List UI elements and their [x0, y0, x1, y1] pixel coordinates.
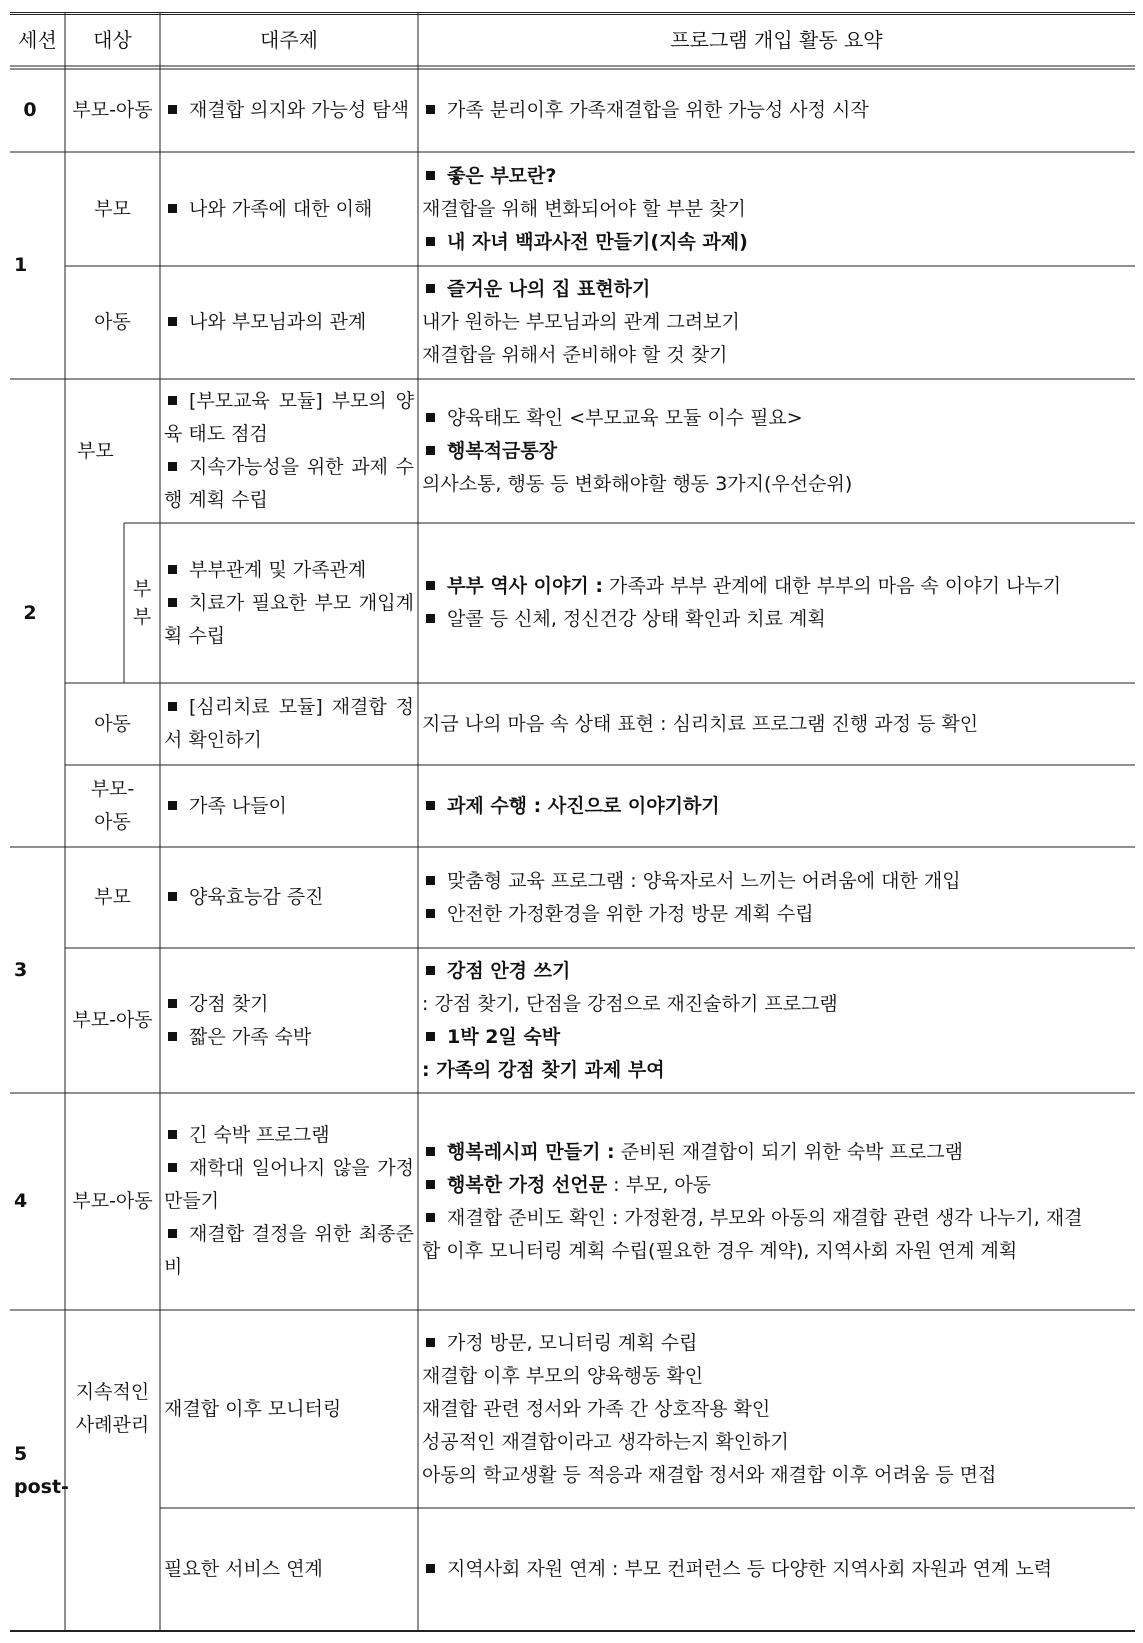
theme-r2a: [부모교육 모듈] 부모의 양육 태도 점검 지속가능성을 위한 과제 수행 계획 수립: [164, 390, 414, 511]
bullet-icon: [168, 801, 177, 810]
target-r5: 지속적인 사례관리: [75, 1381, 150, 1436]
bullet-icon: [168, 105, 177, 114]
theme-r3a: 양육효능감 증진: [160, 847, 418, 948]
session-4: 4: [14, 1190, 28, 1212]
session-5: 5 post-: [14, 1443, 69, 1498]
bullet-icon: [426, 1180, 435, 1189]
target-r3a: 부모: [94, 886, 131, 908]
bullet-icon: [426, 284, 435, 293]
bullet-icon: [426, 876, 435, 885]
bullet-icon: [168, 1229, 177, 1238]
bullet-icon: [168, 1130, 177, 1139]
summary-r3b: 강점 안경 쓰기 : 강점 찾기, 단점을 강점으로 재진술하기 프로그램 1박 2일 숙박 : 가족의 강점 찾기 과제 부여: [422, 959, 838, 1081]
target-r3b: 부모-아동: [72, 1009, 153, 1031]
session-0: 0: [23, 99, 37, 121]
bullet-icon: [168, 317, 177, 326]
bullet-icon: [426, 446, 435, 455]
theme-r2b: 부부관계 및 가족관계 치료가 필요한 부모 개입계획 수립: [164, 558, 414, 647]
summary-r0: 가족 분리이후 가족재결합을 위한 가능성 사정 시작: [418, 69, 1135, 152]
summary-r1a: 좋은 부모란? 재결합을 위해 변화되어야 할 부분 찾기 내 자녀 백과사전 만들기(지속 과제): [422, 164, 748, 253]
summary-r2a: 양육태도 확인 <부모교육 모듈 이수 필요> 행복적금통장 의사소통, 행동 등 변화해야할 행동 3가지(우선순위): [422, 406, 853, 495]
bullet-icon: [426, 1032, 435, 1041]
target-r2b: 부 부: [132, 578, 152, 628]
summary-r3a: 맞춤형 교육 프로그램 : 양육자로서 느끼는 어려움에 대한 개입 안전한 가정환경을 위한 가정 방문 계획 수립: [418, 847, 1135, 948]
bullet-icon: [168, 892, 177, 901]
theme-r1a: 나와 가족에 대한 이해: [160, 152, 418, 266]
theme-r5a: 재결합 이후 모니터링: [164, 1397, 342, 1420]
bullet-icon: [426, 171, 435, 180]
bullet-icon: [426, 801, 435, 810]
summary-r5b: 지역사회 자원 연계 : 부모 컨퍼런스 등 다양한 지역사회 자원과 연계 노력: [418, 1508, 1135, 1631]
target-r4: 부모-아동: [72, 1190, 153, 1212]
bullet-icon: [426, 105, 435, 114]
bullet-icon: [426, 413, 435, 422]
summary-r2b: 부부 역사 이야기 : 가족과 부부 관계에 대한 부부의 마음 속 이야기 나누기 알콜 등 신체, 정신건강 상태 확인과 치료 계획: [418, 523, 1135, 683]
bullet-icon: [426, 1147, 435, 1156]
bullet-icon: [168, 702, 177, 711]
summary-r5a: 가정 방문, 모니터링 계획 수립 재결합 이후 부모의 양육행동 확인 재결합 관련 정서와 가족 간 상호작용 확인 성공적인 재결합이라고 생각하는지 확인하기 아동의 학교생활 등 적응과 재결합 정서와 재결합 이후 어려움 등 면접: [422, 1331, 997, 1486]
theme-r4: 긴 숙박 프로그램 재학대 일어나지 않을 가정만들기 재결합 결정을 위한 최종준비: [164, 1124, 414, 1278]
bullet-icon: [426, 909, 435, 918]
bullet-icon: [426, 1213, 435, 1222]
session-2: 2: [23, 601, 37, 624]
bullet-icon: [168, 565, 177, 574]
summary-r2d: 과제 수행 : 사진으로 이야기하기: [418, 765, 1135, 847]
bullet-icon: [168, 1163, 177, 1172]
summary-r4: 행복레시피 만들기 : 준비된 재결합이 되기 위한 숙박 프로그램 행복한 가정 선언문 : 부모, 아동 재결합 준비도 확인 : 가정환경, 부모와 아동의 재결합 관련 생각 나누기, 재결 합 이후 모니터링 계획 수립(필요한 경우 계약), 지역사회 자원 연계 계획: [422, 1140, 1083, 1262]
header-target: 대상: [93, 28, 132, 52]
bullet-icon: [426, 1564, 435, 1573]
bullet-icon: [168, 204, 177, 213]
theme-r3b: 강점 찾기 짧은 가족 숙박: [160, 948, 418, 1093]
theme-r1b: 나와 부모님과의 관계: [160, 266, 418, 379]
target-r2d: 부모- 아동: [90, 778, 135, 833]
bullet-icon: [168, 1032, 177, 1041]
program-table: [10, 12, 1135, 1632]
bullet-icon: [426, 237, 435, 246]
bullet-icon: [168, 598, 177, 607]
header-session: 세션: [18, 28, 57, 52]
bullet-icon: [426, 1338, 435, 1347]
target-r0: 부모-아동: [72, 99, 153, 121]
theme-r5b: 필요한 서비스 연계: [164, 1558, 323, 1580]
target-r1b: 아동: [94, 311, 131, 333]
target-r2c: 아동: [94, 712, 131, 735]
header-theme: 대주제: [260, 28, 318, 52]
session-3: 3: [14, 958, 28, 981]
session-1: 1: [14, 254, 28, 276]
summary-r2c: 지금 나의 마음 속 상태 표현 : 심리치료 프로그램 진행 과정 등 확인: [422, 712, 979, 735]
theme-r2d: 가족 나들이: [160, 765, 418, 847]
header-summary: 프로그램 개입 활동 요약: [670, 28, 883, 52]
bullet-icon: [168, 396, 177, 405]
bullet-icon: [168, 999, 177, 1008]
theme-r2c: [심리치료 모듈] 재결합 정서 확인하기: [164, 696, 414, 751]
bullet-icon: [426, 966, 435, 975]
bullet-icon: [426, 614, 435, 623]
theme-r0: 재결합 의지와 가능성 탐색: [160, 69, 418, 152]
bullet-icon: [426, 581, 435, 590]
target-r1a: 부모: [94, 197, 131, 220]
summary-r1b: 즐거운 나의 집 표현하기 내가 원하는 부모님과의 관계 그려보기 재결합을 위해서 준비해야 할 것 찾기: [422, 278, 740, 366]
target-r2a: 부모: [77, 439, 114, 462]
bullet-icon: [168, 462, 177, 471]
